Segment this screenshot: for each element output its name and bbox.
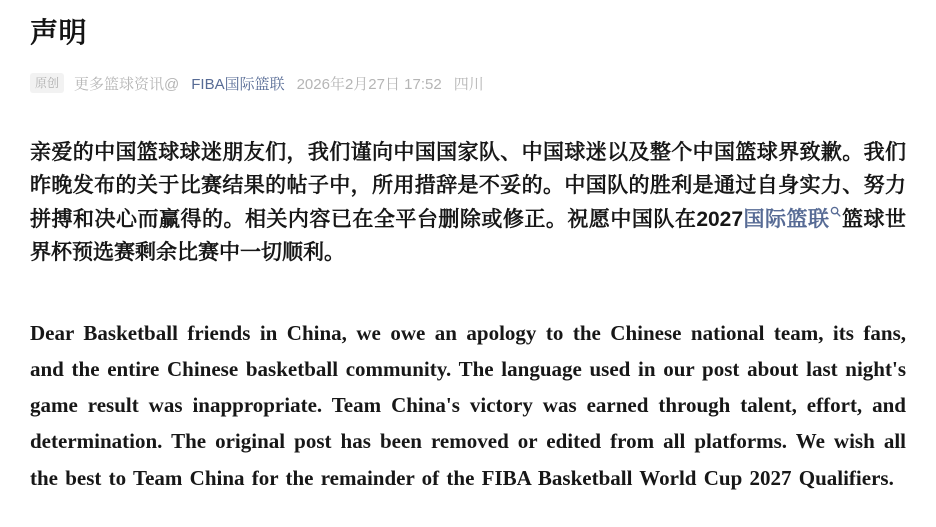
chinese-paragraph (30, 136, 906, 270)
english-paragraph: Dear Basketball friends in China, we owe an apology to the Chinese national team, its fans, and the entire Chinese basketball community. The language used in our post about last night's game result was inappropriate. Team China's victory was earned through talent, effort, and determination. The original post has been removed or edited from all platforms. We wish all the best to Team China for the remainder of the FIBA Basketball World Cup 2027 Qualifiers. (30, 320, 906, 490)
fiba-entity-link[interactable] (743, 208, 841, 231)
publish-datetime: 2026年2月27日 17:52 (296, 75, 442, 93)
original-badge: 原创 (30, 73, 64, 93)
publish-location: 四川 (453, 75, 484, 93)
chinese-text-part1: 亲爱的中国篮球球迷朋友们，我们谨向中国国家队、中国球迷以及整个中国篮球界致歉。我们昨晚发布的关于比赛结果的帖子中，所用措辞是不妥的。中国队的胜利是通过自身实力、努力拼搏和决心而赢得的。相关内容已在全平台删除或修正。祝愿中国队在2027 (30, 140, 906, 231)
page-title: 声明 (30, 17, 88, 48)
author-name: 更多篮球资讯@ (74, 75, 180, 93)
meta-row (30, 73, 906, 94)
fiba-entity-link-label: 国际篮联 (743, 207, 830, 231)
chinese-text-part2: 篮球世界杯预选赛剩余比赛中一切顺利。 (30, 207, 907, 265)
account-link[interactable]: FIBA国际篮联 (191, 75, 285, 93)
search-icon (830, 206, 841, 217)
